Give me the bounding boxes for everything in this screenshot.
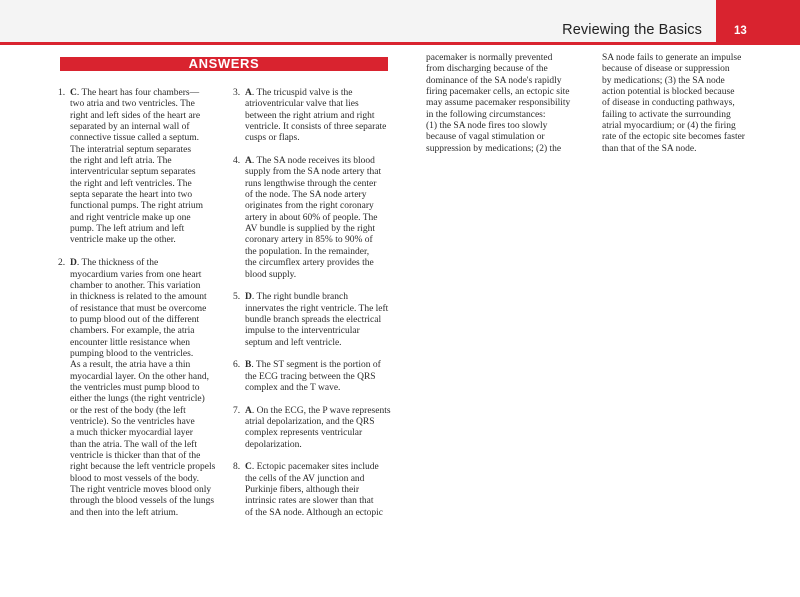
answer-number: 2.: [58, 258, 66, 269]
answer-line: the circumflex artery provides the: [245, 258, 374, 269]
answer-line: the cells of the AV junction and: [245, 473, 365, 484]
page-number: 13: [734, 25, 747, 37]
answer-line: intrinsic rates are slower than that: [245, 496, 374, 507]
column-1: [58, 88, 218, 530]
continuation-line: action potential is blocked because: [602, 87, 735, 98]
answer-line: originates from the right coronary: [245, 201, 374, 212]
answer-line: of the node. The SA node artery: [245, 190, 367, 201]
continuation-line: atrial myocardium; or (4) the firing: [602, 121, 736, 132]
answer-line: ventricle). So the ventricles have: [70, 416, 195, 427]
answer-letter: A: [245, 156, 252, 167]
answer-line: ventricle make up the other.: [70, 235, 176, 246]
answer-line: right and left sides of the heart are: [70, 110, 201, 121]
answer-line: and then into the left atrium.: [70, 507, 179, 518]
answer-first-line: [245, 156, 395, 167]
answer-line: or the rest of the body (the left: [70, 405, 186, 416]
answer-line: the right and left ventricles. The: [70, 178, 192, 189]
answer-line: blood supply.: [245, 269, 297, 280]
answer-line: separated by an internal wall of: [70, 122, 190, 133]
answer-line: the ECG tracing between the QRS: [245, 371, 376, 382]
answer-item: [58, 258, 218, 519]
answer-first-line: [245, 88, 395, 99]
answer-line: functional pumps. The right atrium: [70, 201, 204, 212]
answer-item: [58, 88, 218, 247]
answer-first-line: [245, 292, 395, 303]
answer-line: two atria and two ventricles. The: [70, 99, 195, 110]
continuation-line: dominance of the SA node's rapidly: [426, 75, 562, 86]
continuation-line: firing pacemaker cells, an ectopic site: [426, 87, 570, 98]
answer-line: the population. In the remainder,: [245, 246, 370, 257]
answer-body: [70, 258, 218, 519]
answer-line: ventricle is thicker than that of the: [70, 451, 201, 461]
continuation-line: than that of the SA node.: [602, 143, 697, 154]
answer-letter: A: [245, 405, 252, 416]
answer-line: myocardium varies from one heart: [70, 269, 202, 280]
answer-line: ventricle. It consists of three separate: [245, 122, 387, 133]
answer-line: septum and left ventricle.: [245, 337, 342, 348]
answer-item: [233, 156, 395, 281]
answer-line: right because the left ventricle propels: [70, 462, 216, 473]
answer-line: a much thicker myocardial layer: [70, 428, 193, 439]
answer-line: encounter little resistance when: [70, 337, 191, 348]
answer-first-text: . Ectopic pacemaker sites include: [251, 462, 379, 473]
answer-line: As a result, the atria have a thin: [70, 360, 191, 371]
answer-body: [245, 88, 395, 145]
continuation-line: SA node fails to generate an impulse: [602, 53, 742, 63]
answer-number: 7.: [233, 405, 241, 416]
continuation-line: (1) the SA node fires too slowly: [426, 121, 548, 132]
answer-line: in thickness is related to the amount: [70, 292, 207, 303]
answer-number: 5.: [233, 292, 241, 303]
header-rule: [0, 42, 800, 45]
answer-number: 1.: [58, 88, 66, 98]
answer-letter: C: [245, 462, 252, 473]
answer-line: artery in about 60% of people. The: [245, 212, 378, 223]
continuation-line: failing to activate the surrounding: [602, 109, 731, 120]
continuation-line: rate of the ectopic site becomes faster: [602, 132, 745, 143]
answer-first-text: . The SA node receives its blood: [251, 156, 375, 167]
answer-letter: C: [70, 88, 77, 98]
answer-body: [245, 360, 395, 394]
answer-body: [70, 88, 218, 247]
answer-line: complex and the T wave.: [245, 382, 341, 393]
answer-letter: A: [245, 88, 252, 98]
answer-body: [245, 156, 395, 281]
continuation-line: because of disease or suppression: [602, 64, 730, 75]
answer-line: coronary artery in 85% to 90% of: [245, 235, 373, 246]
answer-line: supply from the SA node artery that: [245, 167, 382, 178]
answer-line: Purkinje fibers, although their: [245, 485, 359, 496]
answer-line: of the SA node. Although an ectopic: [245, 507, 383, 518]
answer-number: 8.: [233, 462, 241, 473]
answer-item: [233, 292, 395, 349]
answer-line: The right ventricle moves blood only: [70, 485, 212, 496]
answer-line: pumping blood to the ventricles.: [70, 348, 194, 359]
answer-line: atrial depolarization, and the QRS: [245, 416, 375, 427]
answer-first-line: [70, 88, 218, 99]
answer-line: interventricular septum separates: [70, 167, 196, 178]
answer-first-line: [245, 360, 395, 371]
answer-letter: D: [245, 292, 252, 303]
answer-line: than the atria. The wall of the left: [70, 439, 197, 450]
answer-first-line: [245, 462, 395, 473]
answer-first-text: . The right bundle branch: [251, 292, 348, 303]
answer-line: connective tissue called a septum.: [70, 133, 199, 144]
page-number-tab: [716, 0, 800, 42]
answer-line: to pump blood out of the different: [70, 314, 200, 325]
answer-line: between the right atrium and right: [245, 110, 375, 121]
answer-line: atrioventricular valve that lies: [245, 99, 359, 110]
continuation-line: in the following circumstances:: [426, 109, 546, 120]
continuation-line: may assume pacemaker responsibility: [426, 98, 571, 109]
answer-letter: B: [245, 360, 252, 371]
answer-line: of resistance that must be overcome: [70, 303, 207, 314]
answer-line: septa separate the heart into two: [70, 190, 193, 201]
answer-line: and right ventricle make up one: [70, 212, 191, 223]
answer-line: the right and left atria. The: [70, 156, 172, 167]
continuation-line: of disease in conducting pathways,: [602, 98, 735, 109]
answer-number: 4.: [233, 156, 241, 167]
column-3: [426, 53, 586, 155]
column-2: [233, 88, 395, 530]
answer-line: pump. The left atrium and left: [70, 224, 185, 235]
answer-line: the ventricles must pump blood to: [70, 382, 200, 393]
continuation-line: from discharging because of the: [426, 64, 548, 75]
answer-first-text: . On the ECG, the P wave represents: [251, 405, 391, 416]
answer-line: either the lungs (the right ventricle): [70, 394, 205, 405]
continuation-line: suppression by medications; (2) the: [426, 143, 562, 154]
answer-first-text: . The heart has four chambers—: [76, 88, 200, 98]
answer-line: blood to most vessels of the body.: [70, 473, 199, 484]
answer-line: impulse to the interventricular: [245, 326, 360, 337]
answer-first-text: . The thickness of the: [76, 258, 159, 269]
answer-item: [233, 462, 395, 519]
continuation-line: by medications; (3) the SA node: [602, 75, 725, 86]
answer-line: cusps or flaps.: [245, 133, 300, 144]
answer-first-text: . The tricuspid valve is the: [251, 88, 353, 98]
answer-number: 3.: [233, 88, 241, 98]
answer-line: chamber to another. This variation: [70, 280, 201, 291]
running-header-title: Reviewing the Basics: [562, 22, 702, 38]
answer-body: [245, 292, 395, 349]
answer-line: runs lengthwise through the center: [245, 178, 377, 189]
answer-line: myocardial layer. On the other hand,: [70, 371, 210, 382]
answer-line: innervates the right ventricle. The left: [245, 303, 389, 314]
answer-line: bundle branch spreads the electrical: [245, 314, 382, 325]
answer-first-text: . The ST segment is the portion of: [251, 360, 381, 371]
continuation-line: because of vagal stimulation or: [426, 132, 545, 143]
continuation-line: pacemaker is normally prevented: [426, 53, 553, 63]
column-4: [602, 53, 762, 155]
answer-body: [245, 406, 395, 451]
answer-item: [233, 406, 395, 451]
answer-first-line: [70, 258, 218, 269]
section-title: ANSWERS: [188, 56, 260, 71]
answer-line: complex represents ventricular: [245, 428, 363, 439]
answer-line: chambers. For example, the atria: [70, 326, 195, 337]
answer-body: [245, 462, 395, 519]
answer-line: The interatrial septum separates: [70, 144, 192, 155]
answer-line: AV bundle is supplied by the right: [245, 224, 376, 235]
answer-number: 6.: [233, 360, 241, 371]
answer-letter: D: [70, 258, 77, 269]
answer-line: through the blood vessels of the lungs: [70, 496, 215, 507]
answer-item: [233, 360, 395, 394]
answer-first-line: [245, 406, 395, 417]
answer-item: [233, 88, 395, 145]
answer-line: depolarization.: [245, 439, 302, 450]
